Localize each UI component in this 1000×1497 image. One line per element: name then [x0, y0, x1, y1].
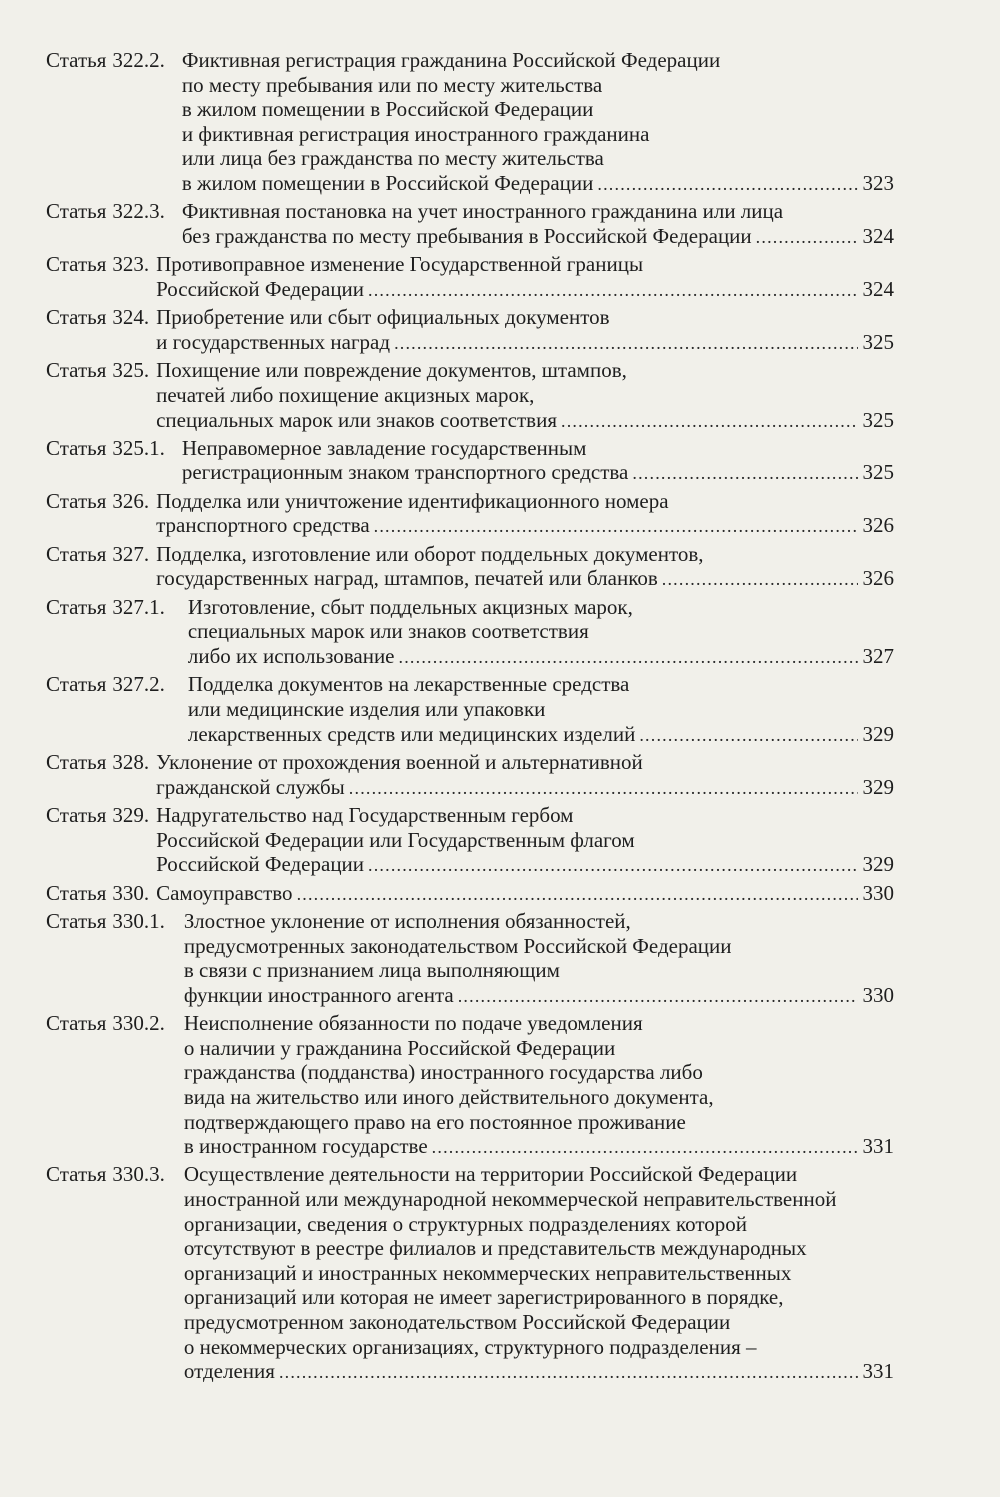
title-last-line	[188, 644, 894, 670]
title-line: организации, сведения о структурных подразделениях которой	[183, 1211, 748, 1236]
article-label	[46, 1011, 165, 1160]
page-number: 324	[862, 223, 894, 248]
title-line: гражданства (подданства) иностранного государства либо	[183, 1060, 703, 1085]
article-title	[165, 595, 894, 670]
article-prefix: Статья	[46, 1162, 107, 1187]
dot-leader	[628, 461, 858, 486]
page-number: 325	[862, 460, 894, 485]
title-line: регистрационным знаком транспортного средства	[181, 460, 629, 485]
title-line: специальных марок или знаков соответствия	[187, 619, 589, 644]
toc-entry[interactable]	[46, 1011, 894, 1160]
article-label	[46, 595, 165, 670]
title-last-line	[182, 460, 894, 486]
title-line: организаций и иностранных некоммерческих неправительственных	[183, 1260, 792, 1285]
title-line: Похищение или повреждение документов, штампов,	[156, 358, 627, 383]
title-line: и государственных наград	[156, 329, 391, 354]
title-line: отделения	[183, 1359, 275, 1384]
page-number: 331	[862, 1359, 894, 1384]
dot-leader	[557, 409, 858, 434]
article-title	[149, 881, 894, 907]
title-line: транспортного средства	[156, 513, 370, 538]
title-line: вида на жительство или иного действительного документа,	[183, 1084, 714, 1109]
title-line: в иностранном государстве	[183, 1134, 428, 1159]
article-label	[46, 48, 165, 197]
toc-entry[interactable]	[46, 881, 894, 907]
title-line: Российской Федерации	[156, 276, 365, 301]
title-last-line	[184, 983, 894, 1009]
title-line: о некоммерческих организациях, структурного подразделения –	[183, 1334, 757, 1359]
article-prefix: Статья	[46, 802, 107, 827]
article-title	[165, 1162, 894, 1384]
article-number: 324.	[112, 305, 150, 330]
article-title	[149, 305, 894, 355]
title-last-line	[156, 775, 894, 801]
article-title	[165, 672, 894, 747]
article-label	[46, 305, 149, 355]
article-label	[46, 750, 149, 800]
title-line: Фиктивная регистрация гражданина Российской Федерации	[181, 48, 721, 72]
article-prefix: Статья	[46, 305, 107, 330]
article-label	[46, 436, 165, 486]
article-number: 327.2.	[112, 672, 165, 697]
title-line: организаций или которая не имеет зарегистрированного в порядке,	[183, 1285, 784, 1310]
table-of-contents	[46, 48, 894, 1388]
toc-entry[interactable]	[46, 1162, 894, 1384]
title-last-line	[156, 277, 894, 303]
page-number: 327	[862, 644, 894, 669]
title-line: о наличии у гражданина Российской Федерации	[183, 1035, 616, 1060]
title-line: по месту пребывания или по месту жительства	[181, 72, 603, 97]
title-line: либо их использование	[187, 644, 395, 669]
article-title	[149, 489, 894, 539]
article-prefix: Статья	[46, 594, 107, 619]
article-label	[46, 803, 149, 878]
dot-leader	[454, 984, 858, 1009]
title-line: Изготовление, сбыт поддельных акцизных марок,	[187, 594, 633, 619]
page-number: 329	[862, 721, 894, 746]
title-line: печатей либо похищение акцизных марок,	[156, 382, 535, 407]
article-label	[46, 252, 149, 302]
article-title	[149, 803, 894, 878]
toc-entry[interactable]	[46, 595, 894, 670]
title-line: в жилом помещении в Российской Федерации	[181, 170, 594, 195]
title-line: или лица без гражданства по месту жительства	[181, 146, 604, 171]
title-last-line	[184, 1134, 894, 1160]
title-line: Подделка документов на лекарственные средства	[187, 672, 630, 697]
article-title	[165, 436, 894, 486]
article-label	[46, 672, 165, 747]
toc-entry[interactable]	[46, 542, 894, 592]
dot-leader	[275, 1360, 858, 1385]
article-prefix: Статья	[46, 252, 107, 277]
article-title	[149, 542, 894, 592]
title-last-line	[156, 513, 894, 539]
title-line: Злостное уклонение от исполнения обязанностей,	[183, 908, 631, 933]
title-last-line	[156, 881, 894, 907]
article-prefix: Статья	[46, 358, 107, 383]
title-line: лекарственных средств или медицинских изделий	[187, 721, 636, 746]
article-prefix: Статья	[46, 672, 107, 697]
title-line: Российской Федерации или Государственным флагом	[156, 827, 635, 852]
article-number: 325.	[112, 358, 150, 383]
title-line: Осуществление деятельности на территории Российской Федерации	[183, 1162, 798, 1187]
title-last-line	[184, 1359, 894, 1385]
page-number: 330	[862, 982, 894, 1007]
article-title	[149, 358, 894, 433]
dot-leader	[752, 225, 858, 250]
page-number: 326	[862, 513, 894, 538]
article-title	[165, 1011, 894, 1160]
dot-leader	[593, 172, 858, 197]
toc-entry[interactable]	[46, 672, 894, 747]
page-number: 330	[862, 880, 894, 905]
dot-leader	[364, 853, 858, 878]
title-line: Приобретение или сбыт официальных документов	[156, 305, 610, 330]
article-prefix: Статья	[46, 541, 107, 566]
title-line: Противоправное изменение Государственной границы	[156, 252, 644, 277]
title-line: Надругательство над Государственным гербом	[156, 802, 574, 827]
title-line: Неправомерное завладение государственным	[181, 435, 587, 460]
article-title	[149, 750, 894, 800]
toc-entry[interactable]	[46, 489, 894, 539]
title-line: в связи с признанием лица выполняющим	[183, 958, 560, 983]
article-title	[165, 199, 894, 249]
toc-entry[interactable]	[46, 358, 894, 433]
article-label	[46, 881, 149, 907]
article-prefix: Статья	[46, 199, 107, 224]
article-title	[165, 909, 894, 1008]
article-label	[46, 542, 149, 592]
article-title	[149, 252, 894, 302]
title-last-line	[188, 722, 894, 748]
title-last-line	[156, 408, 894, 434]
title-last-line	[156, 852, 894, 878]
title-line: государственных наград, штампов, печатей или бланков	[156, 566, 658, 591]
article-prefix: Статья	[46, 1011, 107, 1036]
article-prefix: Статья	[46, 908, 107, 933]
title-line: подтверждающего право на его постоянное проживание	[183, 1109, 686, 1134]
toc-entry[interactable]	[46, 803, 894, 878]
page-number: 329	[862, 774, 894, 799]
page-number: 324	[862, 276, 894, 301]
title-line: Подделка или уничтожение идентификационного номера	[156, 488, 669, 513]
page-number: 331	[862, 1134, 894, 1159]
toc-entry[interactable]	[46, 252, 894, 302]
title-line: без гражданства по месту пребывания в Российской Федерации	[181, 223, 752, 248]
toc-entry[interactable]	[46, 436, 894, 486]
article-number: 330.3.	[112, 1162, 165, 1187]
article-number: 323.	[112, 252, 150, 277]
article-prefix: Статья	[46, 488, 107, 513]
toc-entry[interactable]	[46, 750, 894, 800]
article-number: 322.2.	[112, 48, 165, 72]
article-prefix: Статья	[46, 750, 107, 774]
article-prefix: Статья	[46, 48, 107, 72]
title-last-line	[156, 566, 894, 592]
article-number: 322.3.	[112, 199, 165, 224]
page-number: 325	[862, 329, 894, 354]
title-line: Фиктивная постановка на учет иностранного гражданина или лица	[181, 199, 784, 224]
title-line: в жилом помещении в Российской Федерации	[181, 97, 594, 122]
title-last-line	[182, 171, 894, 197]
article-label	[46, 358, 149, 433]
page-number: 325	[862, 407, 894, 432]
dot-leader	[345, 776, 858, 801]
title-line: и фиктивная регистрация иностранного гражданина	[181, 121, 650, 146]
title-line: иностранной или международной некоммерческой неправительственной	[183, 1187, 837, 1212]
title-line: Подделка, изготовление или оборот поддельных документов,	[156, 541, 704, 566]
article-number: 327.	[112, 541, 150, 566]
article-label	[46, 489, 149, 539]
title-line: предусмотренном законодательством Российской Федерации	[183, 1310, 731, 1335]
article-label	[46, 1162, 165, 1384]
article-number: 330.2.	[112, 1011, 165, 1036]
dot-leader	[364, 278, 858, 303]
page-number: 329	[862, 852, 894, 877]
title-line: или медицинские изделия или упаковки	[187, 697, 546, 722]
article-prefix: Статья	[46, 435, 107, 460]
article-number: 330.	[112, 880, 150, 905]
toc-entry[interactable]	[46, 909, 894, 1008]
toc-entry[interactable]	[46, 199, 894, 249]
title-line: Самоуправство	[156, 880, 293, 905]
toc-entry[interactable]	[46, 305, 894, 355]
title-line: Российской Федерации	[156, 852, 365, 877]
dot-leader	[635, 723, 858, 748]
article-number: 330.1.	[112, 908, 165, 933]
dot-leader	[293, 882, 858, 907]
article-number: 329.	[112, 802, 150, 827]
article-label	[46, 199, 165, 249]
dot-leader	[395, 645, 858, 670]
title-last-line	[156, 330, 894, 356]
dot-leader	[390, 331, 858, 356]
article-number: 328.	[112, 750, 150, 774]
article-label	[46, 909, 165, 1008]
title-last-line	[182, 224, 894, 250]
dot-leader	[370, 514, 858, 539]
title-line: функции иностранного агента	[183, 982, 454, 1007]
dot-leader	[658, 567, 858, 592]
page-number: 323	[862, 170, 894, 195]
title-line: отсутствуют в реестре филиалов и представительств международных	[183, 1236, 807, 1261]
toc-entry[interactable]	[46, 48, 894, 197]
article-number: 326.	[112, 488, 150, 513]
title-line: Неисполнение обязанности по подаче уведомления	[183, 1011, 643, 1036]
page-number: 326	[862, 566, 894, 591]
title-line: предусмотренных законодательством Российской Федерации	[183, 933, 732, 958]
title-line: Уклонение от прохождения военной и альтернативной	[156, 750, 643, 774]
title-line: гражданской службы	[156, 774, 345, 799]
article-number: 327.1.	[112, 594, 165, 619]
title-line: специальных марок или знаков соответствия	[156, 407, 557, 432]
article-title	[165, 48, 894, 197]
article-prefix: Статья	[46, 880, 107, 905]
dot-leader	[428, 1135, 858, 1160]
article-number: 325.1.	[112, 435, 165, 460]
